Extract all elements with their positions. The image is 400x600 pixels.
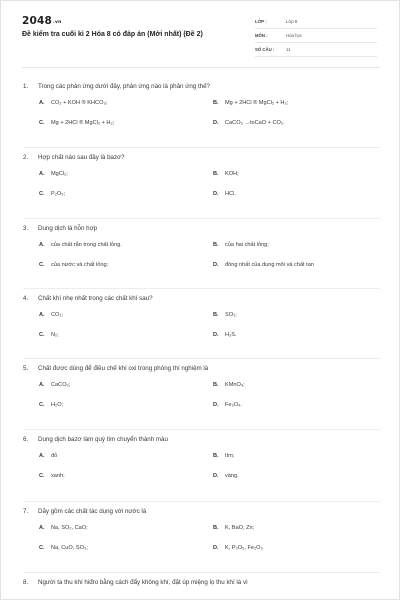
option-text: CO₂; bbox=[51, 312, 64, 318]
option-c[interactable] bbox=[39, 191, 65, 197]
option-letter: D. bbox=[213, 120, 219, 126]
option-letter: D. bbox=[213, 402, 219, 408]
option-text: Na, CuO, SO₃; bbox=[51, 545, 88, 551]
option-text: HCl. bbox=[225, 191, 236, 197]
meta-grade bbox=[255, 14, 377, 29]
meta-subject-value: Hóa học bbox=[286, 33, 303, 38]
meta-subject-label: MÔN : bbox=[255, 33, 268, 38]
option-d[interactable] bbox=[213, 402, 242, 408]
question-divider bbox=[23, 147, 380, 148]
site-logo[interactable] bbox=[22, 15, 61, 27]
option-a[interactable] bbox=[39, 525, 88, 531]
option-text: N₂; bbox=[51, 332, 59, 338]
option-b[interactable] bbox=[213, 312, 237, 318]
option-text: xanh; bbox=[51, 473, 65, 479]
option-text: đỏ bbox=[51, 453, 58, 459]
option-a[interactable] bbox=[39, 453, 57, 459]
option-c[interactable] bbox=[39, 545, 88, 551]
logo-text: 2048 bbox=[22, 15, 53, 27]
question-stem bbox=[23, 225, 383, 232]
option-letter: A. bbox=[39, 100, 45, 106]
option-a[interactable] bbox=[39, 171, 68, 177]
question-divider bbox=[23, 288, 380, 289]
option-letter: C. bbox=[39, 332, 45, 338]
meta-count bbox=[255, 42, 377, 57]
question-text: Người ta thu khí hiđro bằng cách đẩy không khí, đặt úp miệng lọ thu khí là vì bbox=[38, 579, 248, 586]
option-letter: B. bbox=[213, 100, 219, 106]
question-stem bbox=[23, 436, 383, 443]
option-c[interactable] bbox=[39, 262, 108, 268]
meta-count-value: 11 bbox=[286, 47, 291, 52]
option-letter: A. bbox=[39, 312, 45, 318]
question-number: 3. bbox=[23, 225, 29, 232]
option-text: MgCl₂; bbox=[51, 171, 68, 177]
option-letter: A. bbox=[39, 171, 45, 177]
question-number: 1. bbox=[23, 83, 29, 90]
option-c[interactable] bbox=[39, 332, 59, 338]
option-letter: C. bbox=[39, 473, 45, 479]
option-text: H₂O; bbox=[51, 402, 64, 408]
option-letter: B. bbox=[213, 312, 219, 318]
meta-grade-value: Lớp 8 bbox=[286, 19, 298, 24]
option-c[interactable] bbox=[39, 473, 65, 479]
option-text: của nước và chất lỏng; bbox=[51, 262, 109, 268]
question-number: 5. bbox=[23, 365, 29, 372]
question-divider bbox=[23, 429, 380, 430]
option-d[interactable] bbox=[213, 262, 314, 268]
option-letter: D. bbox=[213, 332, 219, 338]
option-letter: D. bbox=[213, 191, 219, 197]
option-letter: C. bbox=[39, 545, 45, 551]
meta-count-label: SỐ CÂU : bbox=[255, 47, 275, 52]
option-letter: D. bbox=[213, 545, 219, 551]
option-d[interactable] bbox=[213, 120, 285, 126]
question-divider bbox=[23, 358, 380, 359]
option-d[interactable] bbox=[213, 473, 239, 479]
option-letter: B. bbox=[213, 242, 219, 248]
option-text: đồng nhất của dung môi và chất tan bbox=[225, 262, 314, 268]
question-divider bbox=[23, 572, 380, 573]
option-text: K, BaO, Zn; bbox=[225, 525, 255, 531]
option-b[interactable] bbox=[213, 100, 288, 106]
option-text: vàng. bbox=[225, 473, 239, 479]
option-text: Mg + 2HCl ® MgCl₂ + H₂; bbox=[51, 120, 115, 126]
option-text: CaCO₃; bbox=[51, 382, 71, 388]
option-letter: C. bbox=[39, 262, 45, 268]
question-divider bbox=[23, 218, 380, 219]
option-a[interactable] bbox=[39, 312, 63, 318]
option-text: P₂O₅; bbox=[51, 191, 66, 197]
option-a[interactable] bbox=[39, 382, 70, 388]
option-letter: B. bbox=[213, 171, 219, 177]
question-number: 4. bbox=[23, 295, 29, 302]
option-text: CO₂ + KOH ® KHCO₃; bbox=[51, 100, 108, 106]
header-divider bbox=[22, 67, 380, 68]
option-letter: B. bbox=[213, 453, 219, 459]
option-text: K, P₂O₅, Fe₂O₃ bbox=[225, 545, 263, 551]
option-text: của chất rắn trong chất lỏng. bbox=[51, 242, 122, 248]
option-d[interactable] bbox=[213, 191, 236, 197]
worksheet-header bbox=[1, 1, 400, 67]
question-stem bbox=[23, 579, 383, 586]
option-b[interactable] bbox=[213, 242, 269, 248]
option-text: Na, SO₂, CaO; bbox=[51, 525, 88, 531]
question-number: 7. bbox=[23, 508, 29, 515]
option-a[interactable] bbox=[39, 100, 107, 106]
option-letter: C. bbox=[39, 120, 45, 126]
option-text: H₂S. bbox=[225, 332, 237, 338]
option-c[interactable] bbox=[39, 402, 63, 408]
option-text: của hai chất lỏng; bbox=[225, 242, 269, 248]
option-text: KMnO₄; bbox=[225, 382, 245, 388]
logo-suffix: .vn bbox=[53, 20, 62, 25]
option-d[interactable] bbox=[213, 545, 263, 551]
option-b[interactable] bbox=[213, 525, 254, 531]
option-letter: D. bbox=[213, 473, 219, 479]
question-stem bbox=[23, 154, 383, 161]
question-text: Trong các phản ứng dưới đây, phản ứng nào là phản ứng thế? bbox=[38, 83, 210, 90]
option-letter: A. bbox=[39, 453, 45, 459]
option-text: tím; bbox=[225, 453, 235, 459]
question-text: Dung dịch là hỗn hợp bbox=[38, 225, 98, 232]
option-letter: A. bbox=[39, 382, 45, 388]
option-letter: C. bbox=[39, 402, 45, 408]
question-text: Dung dịch bazơ làm quỳ tím chuyển thành màu bbox=[38, 436, 168, 443]
option-letter: C. bbox=[39, 191, 45, 197]
option-text: Mg + 2HCl ® MgCl₂ + H₂; bbox=[225, 100, 289, 106]
question-stem bbox=[23, 365, 383, 372]
question-number: 2. bbox=[23, 154, 29, 161]
option-b[interactable] bbox=[213, 453, 234, 459]
question-number: 6. bbox=[23, 436, 29, 443]
question-stem bbox=[23, 508, 383, 515]
option-letter: D. bbox=[213, 262, 219, 268]
document-title: Đề kiểm tra cuối kì 2 Hóa 8 có đáp án (Mới nhất) (Đề 2) bbox=[22, 31, 203, 38]
option-text: SO₂; bbox=[225, 312, 237, 318]
meta-grade-label: LỚP : bbox=[255, 19, 267, 24]
option-letter: A. bbox=[39, 525, 45, 531]
question-text: Dãy gồm các chất tác dụng với nước là bbox=[38, 508, 147, 515]
option-c[interactable] bbox=[39, 120, 114, 126]
question-number: 8. bbox=[23, 579, 29, 586]
option-text: Fe₃O₄. bbox=[225, 402, 242, 408]
question-stem bbox=[23, 295, 383, 302]
question-divider bbox=[23, 501, 380, 502]
option-letter: A. bbox=[39, 242, 45, 248]
option-letter: B. bbox=[213, 382, 219, 388]
option-b[interactable] bbox=[213, 171, 239, 177]
question-stem bbox=[23, 83, 383, 90]
option-d[interactable] bbox=[213, 332, 237, 338]
question-text: Hợp chất nào sau đây là bazơ? bbox=[38, 154, 125, 161]
option-text: CaCO₃ →toCaO + CO₂. bbox=[225, 120, 285, 126]
option-text: KOH; bbox=[225, 171, 239, 177]
option-a[interactable] bbox=[39, 242, 122, 248]
question-text: Chất khí nhẹ nhất trong các chất khí sau? bbox=[38, 295, 153, 302]
question-text: Chất được dùng để điều chế khí oxi trong phòng thí nghiệm là bbox=[38, 365, 209, 372]
option-letter: B. bbox=[213, 525, 219, 531]
meta-subject bbox=[255, 28, 377, 43]
option-b[interactable] bbox=[213, 382, 245, 388]
